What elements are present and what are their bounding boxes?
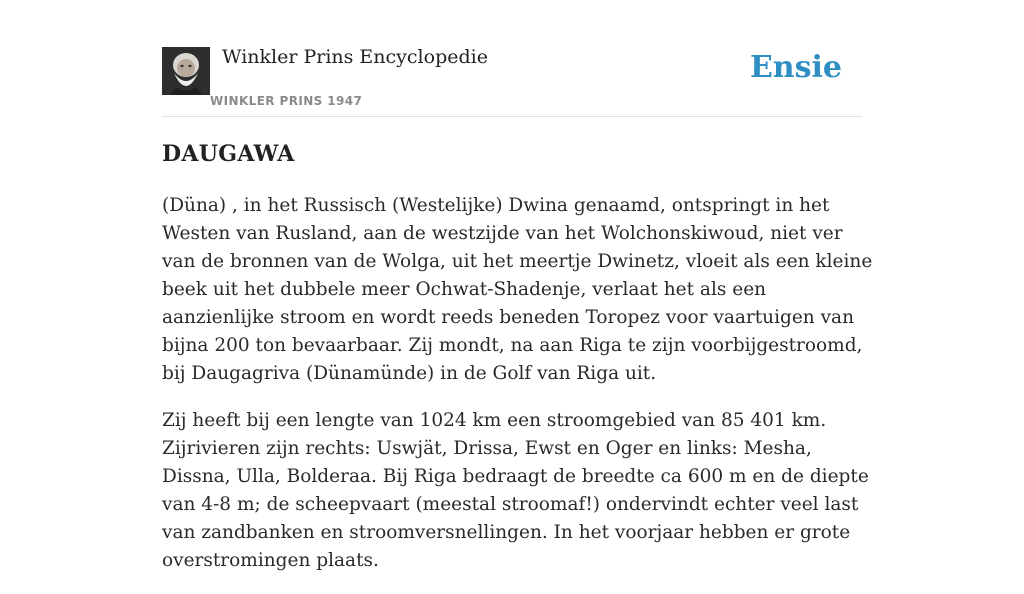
site-header — [162, 0, 862, 117]
article-paragraph: (Düna) , in het Russisch (Westelijke) Dwina genaamd, ontspringt in het Westen van Rusland, aan de westzijde van het Wolchonskiwoud, niet ver van de bronnen van de Wolga, uit het meertje Dwinetz, vloeit als een kleine beek uit het dubbele meer Ochwat-Shadenje, verlaat het als een aanzienlijke stroom en wordt reeds beneden Toropez voor vaartuigen van bijna 200 ton bevaarbaar. Zij mondt, na aan Riga te zijn voorbijgestroomd, bij Daugagriva (Dünamünde) in de Golf van Riga uit. — [162, 195, 873, 384]
article-title: DAUGAWA — [162, 141, 295, 167]
site-title[interactable]: Winkler Prins Encyclopedie — [222, 46, 488, 68]
portrait-avatar-icon[interactable] — [162, 47, 210, 95]
brand-logo[interactable]: Ensie — [749, 50, 842, 85]
edition-label: WINKLER PRINS 1947 — [210, 94, 363, 108]
article-body — [162, 192, 874, 594]
article-paragraph: Zij heeft bij een lengte van 1024 km een stroomgebied van 85 401 km. Zijrivieren zijn rechts: Uswjät, Drissa, Ewst en Oger en links: Mesha, Dissna, Ulla, Bolderaa. Bij Riga bedraagt de breedte ca 600 m en de diepte van 4-8 m; de scheepvaart (meestal stroomaf!) ondervindt echter veel last van zandbanken en stroomversnellingen. In het voorjaar hebben er grote overstromingen plaats. — [162, 410, 869, 571]
